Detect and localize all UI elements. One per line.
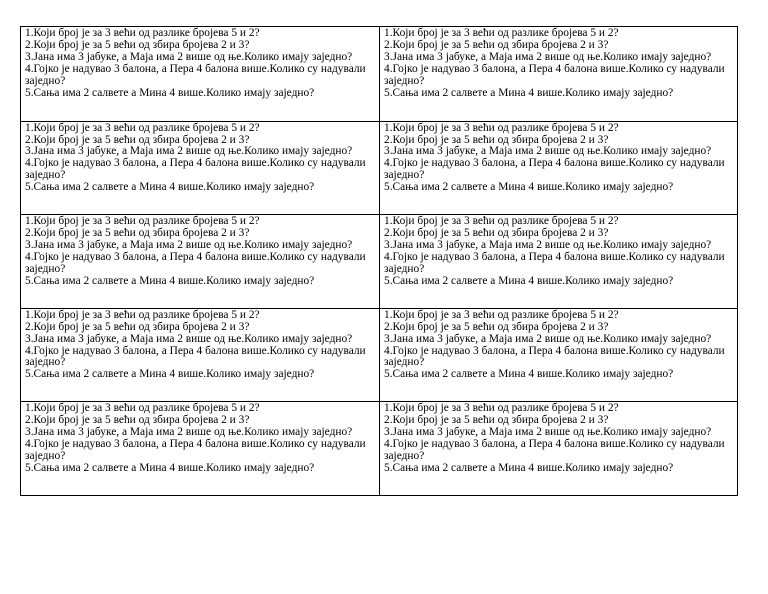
task-card-r4-c2: [380, 308, 738, 402]
task-line-5: 5.Сања има 2 салвете а Мина 4 више.Колико имају заједно?: [384, 86, 674, 99]
task-line-2: 2.Који број је за 5 већи од збира бројева 2 и 3?: [384, 414, 609, 427]
task-line-2: 2.Који број је за 5 већи од збира бројева 2 и 3?: [384, 38, 609, 51]
task-line-2: 2.Који број је за 5 већи од збира бројева 2 и 3?: [25, 414, 250, 427]
task-line-5: 5.Сања има 2 салвете а Мина 4 више.Колико имају заједно?: [25, 86, 315, 99]
task-line-3: 3.Јана има 3 јабуке, а Маја има 2 више од ње.Колико имају заједно?: [25, 332, 353, 345]
task-line-4: 4.Гојко је надувао 3 балона, а Пера 4 балона више.Колико су надували заједно?: [25, 250, 366, 275]
task-line-5: 5.Сања има 2 салвете а Мина 4 више.Колико имају заједно?: [384, 461, 674, 474]
task-line-3: 3.Јана има 3 јабуке, а Маја има 2 више од ње.Колико имају заједно?: [384, 426, 712, 439]
task-line-2: 2.Који број је за 5 већи од збира бројева 2 и 3?: [25, 227, 250, 240]
task-line-4: 4.Гојко је надувао 3 балона, а Пера 4 балона више.Колико су надували заједно?: [25, 438, 366, 463]
task-line-5: 5.Сања има 2 салвете а Мина 4 више.Колико имају заједно?: [384, 274, 674, 287]
task-line-1: 1.Који број је за 3 већи од разлике бројева 5 и 2?: [384, 308, 619, 321]
task-line-4: 4.Гојко је надувао 3 балона, а Пера 4 балона више.Колико су надували заједно?: [384, 62, 725, 87]
task-line-2: 2.Који број је за 5 већи од збира бројева 2 и 3?: [25, 133, 250, 146]
task-card-r5-c2: [380, 401, 738, 495]
task-line-1: 1.Који број је за 3 већи од разлике бројева 5 и 2?: [25, 121, 260, 134]
task-line-3: 3.Јана има 3 јабуке, а Маја има 2 више од ње.Колико имају заједно?: [384, 332, 712, 345]
task-card-r1-c1: [21, 27, 380, 121]
task-line-1: 1.Који број је за 3 већи од разлике бројева 5 и 2?: [25, 402, 260, 415]
task-line-3: 3.Јана има 3 јабуке, а Маја има 2 више од ње.Колико имају заједно?: [384, 50, 712, 63]
task-card-r1-c2: [380, 27, 738, 121]
task-card-r2-c2: [380, 121, 738, 215]
task-line-4: 4.Гојко је надувао 3 балона, а Пера 4 балона више.Колико су надували заједно?: [25, 157, 366, 182]
task-line-4: 4.Гојко је надувао 3 балона, а Пера 4 балона више.Колико су надували заједно?: [25, 62, 366, 87]
task-line-3: 3.Јана има 3 јабуке, а Маја има 2 више од ње.Колико имају заједно?: [25, 426, 353, 439]
task-line-3: 3.Јана има 3 јабуке, а Маја има 2 више од ње.Колико имају заједно?: [384, 145, 712, 158]
task-card-r5-c1: [21, 401, 380, 495]
task-line-2: 2.Који број је за 5 већи од збира бројева 2 и 3?: [384, 227, 609, 240]
task-line-2: 2.Који број је за 5 већи од збира бројева 2 и 3?: [384, 320, 609, 333]
task-line-5: 5.Сања има 2 салвете а Мина 4 више.Колико имају заједно?: [25, 368, 315, 381]
task-line-1: 1.Који број је за 3 већи од разлике бројева 5 и 2?: [384, 121, 619, 134]
task-line-1: 1.Који број је за 3 већи од разлике бројева 5 и 2?: [384, 402, 619, 415]
task-line-4: 4.Гојко је надувао 3 балона, а Пера 4 балона више.Колико су надували заједно?: [384, 250, 725, 275]
task-line-3: 3.Јана има 3 јабуке, а Маја има 2 више од ње.Колико имају заједно?: [25, 145, 353, 158]
task-line-1: 1.Који број је за 3 већи од разлике бројева 5 и 2?: [384, 27, 619, 39]
task-line-1: 1.Који број је за 3 већи од разлике бројева 5 и 2?: [25, 308, 260, 321]
task-line-2: 2.Који број је за 5 већи од збира бројева 2 и 3?: [25, 38, 250, 51]
task-line-5: 5.Сања има 2 салвете а Мина 4 више.Колико имају заједно?: [25, 461, 315, 474]
task-card-r2-c1: [21, 121, 380, 215]
task-line-2: 2.Који број је за 5 већи од збира бројева 2 и 3?: [25, 320, 250, 333]
task-line-1: 1.Који број је за 3 већи од разлике бројева 5 и 2?: [25, 27, 260, 39]
task-card-r4-c1: [21, 308, 380, 402]
task-line-1: 1.Који број је за 3 већи од разлике бројева 5 и 2?: [384, 215, 619, 228]
task-line-3: 3.Јана има 3 јабуке, а Маја има 2 више од ње.Колико имају заједно?: [25, 50, 353, 63]
task-line-5: 5.Сања има 2 салвете а Мина 4 више.Колико имају заједно?: [25, 274, 315, 287]
task-line-5: 5.Сања има 2 салвете а Мина 4 више.Колико имају заједно?: [25, 181, 315, 194]
task-line-5: 5.Сања има 2 салвете а Мина 4 више.Колико имају заједно?: [384, 368, 674, 381]
task-line-5: 5.Сања има 2 салвете а Мина 4 више.Колико имају заједно?: [384, 181, 674, 194]
worksheet-table: [20, 26, 738, 496]
task-card-r3-c1: [21, 214, 380, 308]
task-line-4: 4.Гојко је надувао 3 балона, а Пера 4 балона више.Колико су надували заједно?: [25, 344, 366, 369]
task-line-1: 1.Који број је за 3 већи од разлике бројева 5 и 2?: [25, 215, 260, 228]
task-line-4: 4.Гојко је надувао 3 балона, а Пера 4 балона више.Колико су надували заједно?: [384, 438, 725, 463]
task-line-3: 3.Јана има 3 јабуке, а Маја има 2 више од ње.Колико имају заједно?: [25, 239, 353, 251]
task-line-2: 2.Који број је за 5 већи од збира бројева 2 и 3?: [384, 133, 609, 146]
task-card-r3-c2: [380, 214, 738, 308]
task-line-4: 4.Гојко је надувао 3 балона, а Пера 4 балона више.Колико су надували заједно?: [384, 157, 725, 182]
task-line-3: 3.Јана има 3 јабуке, а Маја има 2 више од ње.Колико имају заједно?: [384, 239, 712, 251]
task-line-4: 4.Гојко је надувао 3 балона, а Пера 4 балона више.Колико су надували заједно?: [384, 344, 725, 369]
